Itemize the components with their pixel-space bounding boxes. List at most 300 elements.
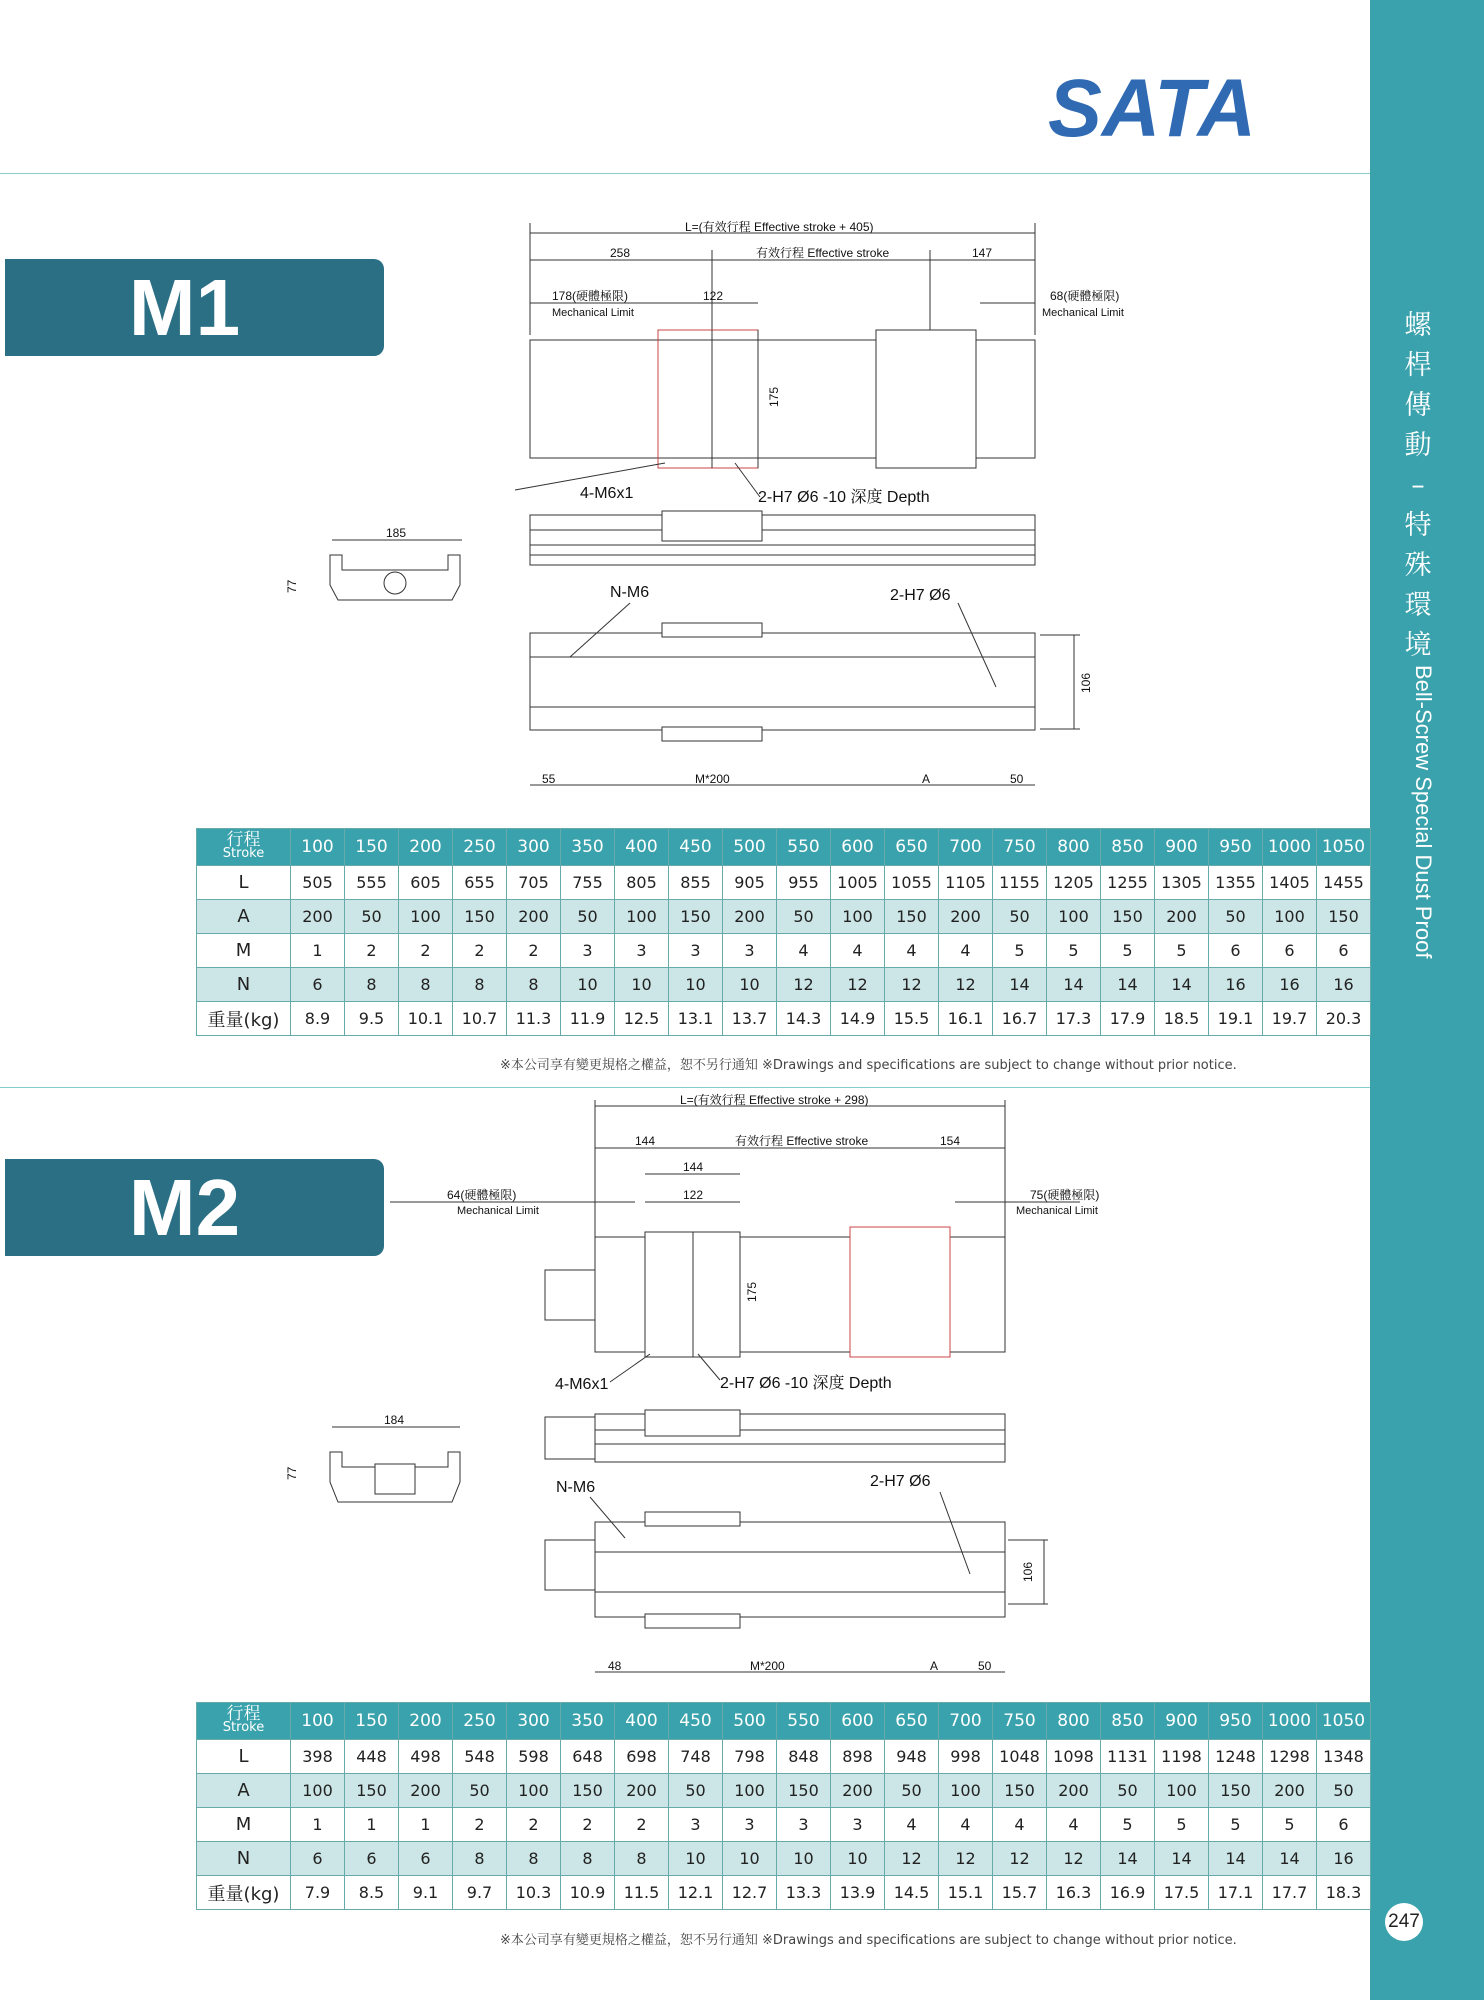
- value-cell: 6: [291, 1842, 345, 1876]
- value-cell: 100: [1155, 1774, 1209, 1808]
- value-cell: 11.5: [615, 1876, 669, 1910]
- value-cell: 1305: [1155, 866, 1209, 900]
- value-cell: 50: [453, 1774, 507, 1808]
- stroke-cell: 300: [507, 1703, 561, 1740]
- value-cell: 6: [345, 1842, 399, 1876]
- m1-spec-table: [196, 828, 1371, 1036]
- model-tab-m1: M1: [5, 259, 384, 356]
- svg-text:N-M6: N-M6: [556, 1479, 596, 1496]
- value-cell: 8: [615, 1842, 669, 1876]
- value-cell: 50: [669, 1774, 723, 1808]
- sidebar-english-title: Bell-Screw Special Dust Proof: [1411, 665, 1436, 959]
- value-cell: 200: [399, 1774, 453, 1808]
- value-cell: 50: [1317, 1774, 1371, 1808]
- table-row: [197, 1740, 1371, 1774]
- value-cell: 150: [453, 900, 507, 934]
- svg-text:50: 50: [978, 1659, 992, 1673]
- value-cell: 16.3: [1047, 1876, 1101, 1910]
- value-cell: 10: [615, 968, 669, 1002]
- value-cell: 1131: [1101, 1740, 1155, 1774]
- value-cell: 100: [291, 1774, 345, 1808]
- svg-text:Mechanical Limit: Mechanical Limit: [1016, 1205, 1098, 1217]
- value-cell: 200: [1155, 900, 1209, 934]
- svg-text:77: 77: [285, 1466, 299, 1480]
- stroke-label-cell: 行程 Stroke: [197, 1703, 291, 1740]
- m1-drawing: [280, 205, 1160, 805]
- svg-text:55: 55: [542, 772, 556, 786]
- value-cell: 605: [399, 866, 453, 900]
- value-cell: 10: [669, 968, 723, 1002]
- stroke-cell: 350: [561, 829, 615, 866]
- value-cell: 1: [345, 1808, 399, 1842]
- value-cell: 100: [399, 900, 453, 934]
- table-row: [197, 1876, 1371, 1910]
- value-cell: 2: [561, 1808, 615, 1842]
- value-cell: 5: [1263, 1808, 1317, 1842]
- value-cell: 100: [507, 1774, 561, 1808]
- stroke-cell: 650: [885, 829, 939, 866]
- value-cell: 150: [669, 900, 723, 934]
- stroke-label-cell: 行程 Stroke: [197, 829, 291, 866]
- value-cell: 1048: [993, 1740, 1047, 1774]
- value-cell: 50: [561, 900, 615, 934]
- table-row: [197, 1002, 1371, 1036]
- value-cell: 10.9: [561, 1876, 615, 1910]
- row-label-cell: M: [197, 1808, 291, 1842]
- stroke-cell: 1000: [1263, 829, 1317, 866]
- stroke-cell: 1050: [1317, 1703, 1371, 1740]
- value-cell: 1: [291, 934, 345, 968]
- value-cell: 5: [993, 934, 1047, 968]
- value-cell: 14: [1209, 1842, 1263, 1876]
- svg-text:L=(有效行程 Effective stroke + 298: L=(有效行程 Effective stroke + 298): [680, 1093, 869, 1107]
- value-cell: 150: [345, 1774, 399, 1808]
- value-cell: 14: [1155, 968, 1209, 1002]
- value-cell: 6: [1209, 934, 1263, 968]
- value-cell: 1: [399, 1808, 453, 1842]
- value-cell: 755: [561, 866, 615, 900]
- svg-text:258: 258: [610, 246, 631, 260]
- svg-text:68(硬體極限): 68(硬體極限): [1050, 289, 1120, 303]
- value-cell: 1455: [1317, 866, 1371, 900]
- value-cell: 12.7: [723, 1876, 777, 1910]
- value-cell: 2: [507, 934, 561, 968]
- svg-text:122: 122: [683, 1188, 704, 1202]
- value-cell: 2: [399, 934, 453, 968]
- value-cell: 16.1: [939, 1002, 993, 1036]
- row-label-cell: L: [197, 1740, 291, 1774]
- stroke-cell: 550: [777, 829, 831, 866]
- m1-notice: ※本公司享有變更規格之權益，恕不另行通知 ※Drawings and specifications are subject to change without prior notice.: [500, 1058, 1237, 1073]
- stroke-cell: 250: [453, 829, 507, 866]
- table-row: [197, 900, 1371, 934]
- value-cell: 100: [615, 900, 669, 934]
- value-cell: 16: [1317, 968, 1371, 1002]
- value-cell: 9.5: [345, 1002, 399, 1036]
- value-cell: 50: [777, 900, 831, 934]
- svg-text:SATA: SATA: [1048, 72, 1256, 144]
- value-cell: 6: [291, 968, 345, 1002]
- value-cell: 200: [939, 900, 993, 934]
- table-row: [197, 968, 1371, 1002]
- table-row: [197, 1842, 1371, 1876]
- value-cell: 555: [345, 866, 399, 900]
- stroke-cell: 650: [885, 1703, 939, 1740]
- svg-text:144: 144: [635, 1134, 656, 1148]
- value-cell: 20.3: [1317, 1002, 1371, 1036]
- value-cell: 10: [831, 1842, 885, 1876]
- value-cell: 5: [1209, 1808, 1263, 1842]
- stroke-header-row: [197, 829, 1371, 866]
- value-cell: 150: [1101, 900, 1155, 934]
- svg-text:106: 106: [1079, 672, 1093, 693]
- stroke-cell: 550: [777, 1703, 831, 1740]
- stroke-cell: 450: [669, 829, 723, 866]
- value-cell: 100: [939, 1774, 993, 1808]
- stroke-cell: 1050: [1317, 829, 1371, 866]
- value-cell: 5: [1155, 934, 1209, 968]
- value-cell: 648: [561, 1740, 615, 1774]
- value-cell: 2: [507, 1808, 561, 1842]
- value-cell: 150: [561, 1774, 615, 1808]
- svg-text:154: 154: [940, 1134, 961, 1148]
- value-cell: 898: [831, 1740, 885, 1774]
- value-cell: 13.1: [669, 1002, 723, 1036]
- value-cell: 3: [777, 1808, 831, 1842]
- stroke-cell: 750: [993, 1703, 1047, 1740]
- stroke-cell: 100: [291, 1703, 345, 1740]
- value-cell: 4: [1047, 1808, 1101, 1842]
- value-cell: 200: [723, 900, 777, 934]
- value-cell: 705: [507, 866, 561, 900]
- value-cell: 14: [1155, 1842, 1209, 1876]
- svg-text:A: A: [922, 772, 931, 786]
- stroke-cell: 600: [831, 829, 885, 866]
- value-cell: 10.7: [453, 1002, 507, 1036]
- value-cell: 17.5: [1155, 1876, 1209, 1910]
- svg-text:4-M6x1: 4-M6x1: [555, 1376, 609, 1393]
- value-cell: 598: [507, 1740, 561, 1774]
- value-cell: 150: [777, 1774, 831, 1808]
- value-cell: 4: [885, 1808, 939, 1842]
- value-cell: 4: [831, 934, 885, 968]
- stroke-cell: 700: [939, 1703, 993, 1740]
- value-cell: 1098: [1047, 1740, 1101, 1774]
- value-cell: 4: [993, 1808, 1047, 1842]
- value-cell: 1405: [1263, 866, 1317, 900]
- value-cell: 17.3: [1047, 1002, 1101, 1036]
- svg-text:50: 50: [1010, 772, 1024, 786]
- row-label-cell: N: [197, 1842, 291, 1876]
- value-cell: 10: [777, 1842, 831, 1876]
- value-cell: 8: [507, 968, 561, 1002]
- value-cell: 3: [723, 1808, 777, 1842]
- value-cell: 3: [615, 934, 669, 968]
- stroke-cell: 250: [453, 1703, 507, 1740]
- value-cell: 2: [453, 934, 507, 968]
- table-row: [197, 1808, 1371, 1842]
- stroke-cell: 1000: [1263, 1703, 1317, 1740]
- value-cell: 16: [1209, 968, 1263, 1002]
- value-cell: 3: [723, 934, 777, 968]
- table-row: [197, 1774, 1371, 1808]
- value-cell: 8: [345, 968, 399, 1002]
- value-cell: 12: [885, 1842, 939, 1876]
- svg-text:122: 122: [703, 289, 724, 303]
- value-cell: 748: [669, 1740, 723, 1774]
- value-cell: 4: [939, 934, 993, 968]
- value-cell: 16.7: [993, 1002, 1047, 1036]
- value-cell: 200: [615, 1774, 669, 1808]
- value-cell: 1348: [1317, 1740, 1371, 1774]
- value-cell: 14: [993, 968, 1047, 1002]
- value-cell: 805: [615, 866, 669, 900]
- stroke-cell: 100: [291, 829, 345, 866]
- value-cell: 18.3: [1317, 1876, 1371, 1910]
- svg-text:Mechanical Limit: Mechanical Limit: [1042, 307, 1124, 319]
- svg-text:有效行程 Effective stroke: 有效行程 Effective stroke: [756, 246, 890, 260]
- row-label-cell: A: [197, 1774, 291, 1808]
- stroke-cell: 150: [345, 1703, 399, 1740]
- svg-text:175: 175: [767, 386, 781, 407]
- value-cell: 698: [615, 1740, 669, 1774]
- m2-notice: ※本公司享有變更規格之權益，恕不另行通知 ※Drawings and specifications are subject to change without prior notice.: [500, 1933, 1237, 1948]
- value-cell: 448: [345, 1740, 399, 1774]
- value-cell: 16: [1263, 968, 1317, 1002]
- section-divider: [0, 1087, 1370, 1088]
- value-cell: 10: [669, 1842, 723, 1876]
- value-cell: 17.1: [1209, 1876, 1263, 1910]
- value-cell: 100: [831, 900, 885, 934]
- stroke-cell: 350: [561, 1703, 615, 1740]
- svg-text:M*200: M*200: [695, 772, 730, 786]
- row-label-cell: N: [197, 968, 291, 1002]
- svg-text:75(硬體極限): 75(硬體極限): [1030, 1188, 1100, 1202]
- value-cell: 12: [939, 1842, 993, 1876]
- svg-text:185: 185: [386, 526, 407, 540]
- value-cell: 19.1: [1209, 1002, 1263, 1036]
- stroke-cell: 950: [1209, 1703, 1263, 1740]
- value-cell: 150: [1209, 1774, 1263, 1808]
- stroke-header-row: [197, 1703, 1371, 1740]
- value-cell: 14: [1047, 968, 1101, 1002]
- value-cell: 3: [669, 934, 723, 968]
- stroke-cell: 450: [669, 1703, 723, 1740]
- svg-text:184: 184: [384, 1413, 405, 1427]
- value-cell: 6: [1317, 1808, 1371, 1842]
- value-cell: 50: [885, 1774, 939, 1808]
- svg-text:178(硬體極限): 178(硬體極限): [552, 289, 629, 303]
- stroke-cell: 900: [1155, 829, 1209, 866]
- value-cell: 998: [939, 1740, 993, 1774]
- value-cell: 2: [345, 934, 399, 968]
- svg-text:N-M6: N-M6: [610, 584, 650, 601]
- value-cell: 1205: [1047, 866, 1101, 900]
- svg-text:4-M6x1: 4-M6x1: [580, 485, 634, 502]
- value-cell: 10: [561, 968, 615, 1002]
- value-cell: 4: [885, 934, 939, 968]
- value-cell: 9.7: [453, 1876, 507, 1910]
- value-cell: 10.1: [399, 1002, 453, 1036]
- value-cell: 798: [723, 1740, 777, 1774]
- value-cell: 12: [939, 968, 993, 1002]
- value-cell: 18.5: [1155, 1002, 1209, 1036]
- value-cell: 1255: [1101, 866, 1155, 900]
- value-cell: 16.9: [1101, 1876, 1155, 1910]
- value-cell: 200: [831, 1774, 885, 1808]
- value-cell: 1155: [993, 866, 1047, 900]
- stroke-cell: 400: [615, 829, 669, 866]
- value-cell: 50: [1101, 1774, 1155, 1808]
- value-cell: 5: [1047, 934, 1101, 968]
- svg-text:L=(有效行程 Effective stroke + 405: L=(有效行程 Effective stroke + 405): [685, 220, 874, 234]
- value-cell: 6: [399, 1842, 453, 1876]
- svg-text:2-H7 Ø6 -10 深度 Depth: 2-H7 Ø6 -10 深度 Depth: [758, 489, 930, 506]
- stroke-cell: 400: [615, 1703, 669, 1740]
- value-cell: 548: [453, 1740, 507, 1774]
- value-cell: 6: [1263, 934, 1317, 968]
- value-cell: 955: [777, 866, 831, 900]
- svg-text:175: 175: [745, 1281, 759, 1302]
- table-row: [197, 866, 1371, 900]
- m2-spec-table: [196, 1702, 1371, 1910]
- value-cell: 14.9: [831, 1002, 885, 1036]
- stroke-cell: 750: [993, 829, 1047, 866]
- value-cell: 12.1: [669, 1876, 723, 1910]
- svg-text:M*200: M*200: [750, 1659, 785, 1673]
- svg-text:144: 144: [683, 1160, 704, 1174]
- value-cell: 8: [453, 1842, 507, 1876]
- value-cell: 14: [1101, 1842, 1155, 1876]
- svg-text:106: 106: [1021, 1561, 1035, 1582]
- stroke-cell: 700: [939, 829, 993, 866]
- value-cell: 2: [615, 1808, 669, 1842]
- m2-drawing: [280, 1092, 1160, 1692]
- value-cell: 10: [723, 1842, 777, 1876]
- stroke-cell: 200: [399, 1703, 453, 1740]
- stroke-cell: 800: [1047, 829, 1101, 866]
- value-cell: 13.7: [723, 1002, 777, 1036]
- header-divider: [0, 173, 1370, 174]
- value-cell: 1: [291, 1808, 345, 1842]
- value-cell: 655: [453, 866, 507, 900]
- svg-text:77: 77: [285, 579, 299, 593]
- value-cell: 12.5: [615, 1002, 669, 1036]
- value-cell: 12: [885, 968, 939, 1002]
- value-cell: 8.9: [291, 1002, 345, 1036]
- stroke-cell: 300: [507, 829, 561, 866]
- value-cell: 10.3: [507, 1876, 561, 1910]
- value-cell: 12: [993, 1842, 1047, 1876]
- value-cell: 150: [885, 900, 939, 934]
- row-label-cell: M: [197, 934, 291, 968]
- value-cell: 1055: [885, 866, 939, 900]
- value-cell: 150: [993, 1774, 1047, 1808]
- stroke-cell: 850: [1101, 1703, 1155, 1740]
- value-cell: 12: [1047, 1842, 1101, 1876]
- svg-text:48: 48: [608, 1659, 622, 1673]
- stroke-cell: 900: [1155, 1703, 1209, 1740]
- svg-text:Mechanical Limit: Mechanical Limit: [552, 307, 634, 319]
- value-cell: 10: [723, 968, 777, 1002]
- value-cell: 4: [939, 1808, 993, 1842]
- value-cell: 100: [1047, 900, 1101, 934]
- svg-text:A: A: [930, 1659, 939, 1673]
- value-cell: 855: [669, 866, 723, 900]
- row-label-cell: 重量(kg): [197, 1002, 291, 1036]
- value-cell: 948: [885, 1740, 939, 1774]
- svg-text:有效行程 Effective stroke: 有效行程 Effective stroke: [735, 1134, 869, 1148]
- value-cell: 200: [1047, 1774, 1101, 1808]
- value-cell: 17.7: [1263, 1876, 1317, 1910]
- svg-text:147: 147: [972, 246, 993, 260]
- value-cell: 905: [723, 866, 777, 900]
- value-cell: 14: [1263, 1842, 1317, 1876]
- row-label-cell: 重量(kg): [197, 1876, 291, 1910]
- value-cell: 200: [291, 900, 345, 934]
- value-cell: 13.3: [777, 1876, 831, 1910]
- value-cell: 100: [1263, 900, 1317, 934]
- model-tab-m2: M2: [5, 1159, 384, 1256]
- value-cell: 8: [561, 1842, 615, 1876]
- sata-logo: [1048, 72, 1258, 144]
- table-row: [197, 934, 1371, 968]
- value-cell: 8: [507, 1842, 561, 1876]
- value-cell: 1105: [939, 866, 993, 900]
- value-cell: 8: [399, 968, 453, 1002]
- value-cell: 17.9: [1101, 1002, 1155, 1036]
- stroke-cell: 800: [1047, 1703, 1101, 1740]
- value-cell: 12: [777, 968, 831, 1002]
- value-cell: 16: [1317, 1842, 1371, 1876]
- value-cell: 11.9: [561, 1002, 615, 1036]
- row-label-cell: A: [197, 900, 291, 934]
- svg-text:64(硬體極限): 64(硬體極限): [447, 1188, 517, 1202]
- value-cell: 14.5: [885, 1876, 939, 1910]
- value-cell: 11.3: [507, 1002, 561, 1036]
- value-cell: 13.9: [831, 1876, 885, 1910]
- value-cell: 5: [1101, 934, 1155, 968]
- value-cell: 200: [1263, 1774, 1317, 1808]
- value-cell: 15.5: [885, 1002, 939, 1036]
- value-cell: 7.9: [291, 1876, 345, 1910]
- value-cell: 14.3: [777, 1002, 831, 1036]
- value-cell: 8: [453, 968, 507, 1002]
- value-cell: 8.5: [345, 1876, 399, 1910]
- value-cell: 1005: [831, 866, 885, 900]
- value-cell: 4: [777, 934, 831, 968]
- value-cell: 1248: [1209, 1740, 1263, 1774]
- value-cell: 19.7: [1263, 1002, 1317, 1036]
- page-number: 247: [1385, 1903, 1423, 1941]
- sidebar-chinese-title: 螺 桿 傳 動 – 特 殊 環 境: [1404, 310, 1432, 661]
- value-cell: 50: [345, 900, 399, 934]
- value-cell: 5: [1101, 1808, 1155, 1842]
- value-cell: 1198: [1155, 1740, 1209, 1774]
- value-cell: 15.1: [939, 1876, 993, 1910]
- value-cell: 3: [669, 1808, 723, 1842]
- value-cell: 498: [399, 1740, 453, 1774]
- value-cell: 5: [1155, 1808, 1209, 1842]
- svg-text:Mechanical Limit: Mechanical Limit: [457, 1205, 539, 1217]
- value-cell: 50: [1209, 900, 1263, 934]
- value-cell: 9.1: [399, 1876, 453, 1910]
- value-cell: 6: [1317, 934, 1371, 968]
- value-cell: 398: [291, 1740, 345, 1774]
- row-label-cell: L: [197, 866, 291, 900]
- stroke-cell: 500: [723, 829, 777, 866]
- value-cell: 200: [507, 900, 561, 934]
